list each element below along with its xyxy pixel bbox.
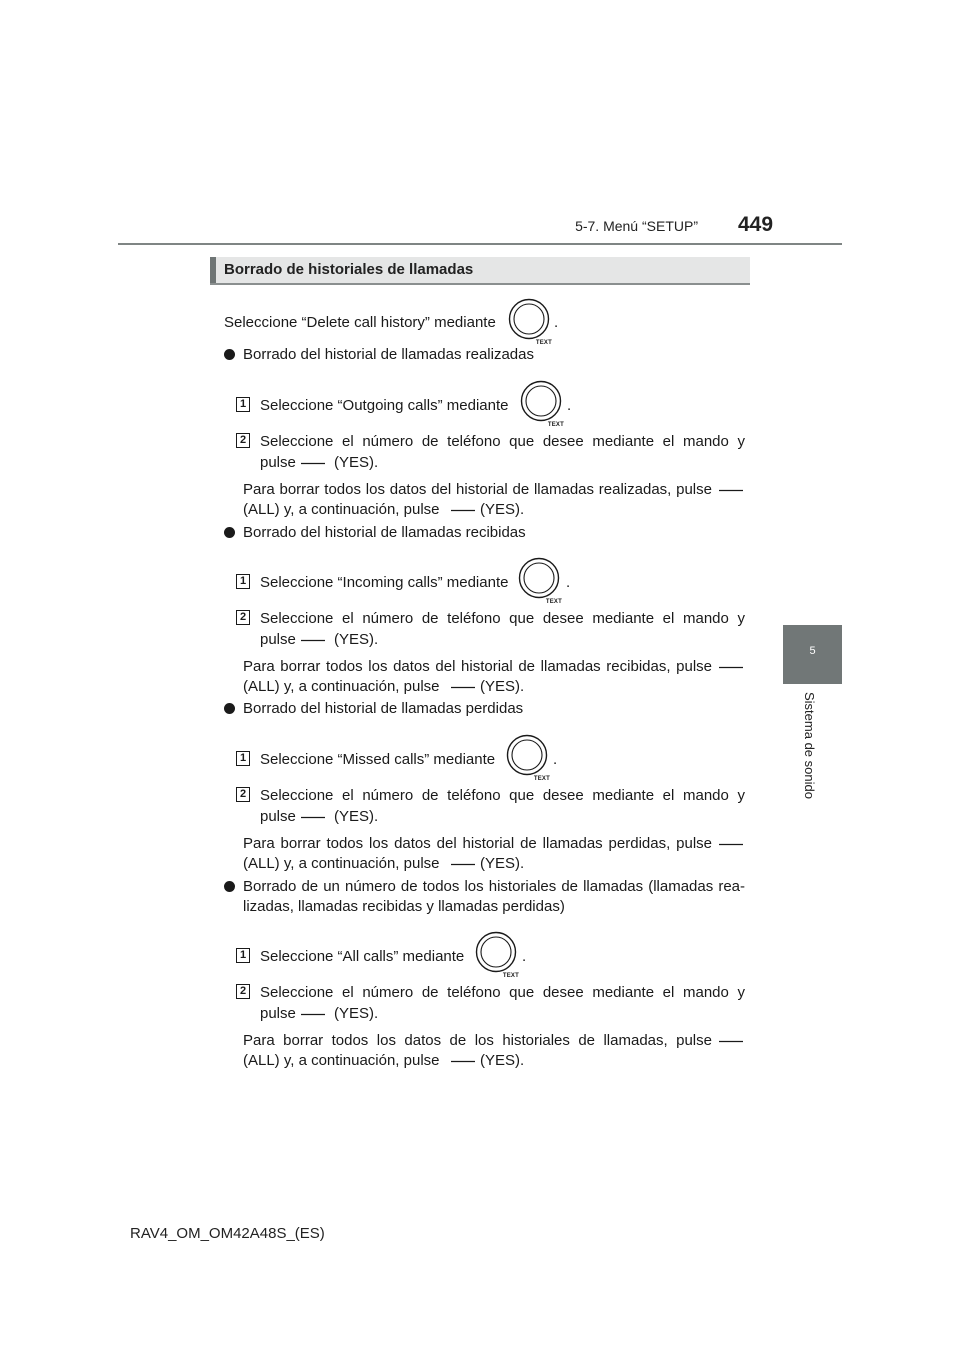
step-text-pulse: pulse [260, 808, 296, 825]
step-text-yes: (YES). [334, 454, 379, 471]
note-text-all: (ALL) y, a continuación, pulse [243, 501, 440, 518]
step-number-badge: 2 [236, 433, 250, 448]
note-text: Para borrar todos los datos del historial de llamadas perdidas, pulse [243, 835, 712, 852]
bullet-icon [224, 527, 235, 538]
section-title-bar [210, 257, 750, 285]
note-text-yes: (YES). [480, 1052, 525, 1069]
screen-button-icon [718, 839, 744, 850]
note-text-yes: (YES). [480, 855, 525, 872]
step-number-badge: 2 [236, 610, 250, 625]
intro-text: Seleccione “Delete call history” mediante [224, 314, 496, 331]
note-text-all: (ALL) y, a continuación, pulse [243, 1052, 440, 1069]
block-title: Borrado del historial de llamadas realizadas [243, 346, 534, 363]
section-title: Borrado de historiales de llamadas [224, 261, 474, 278]
screen-button-icon [300, 1009, 326, 1020]
step-text-pulse: pulse [260, 631, 296, 648]
bullet-icon [224, 703, 235, 714]
screen-button-icon [450, 859, 476, 870]
tune-knob-icon [518, 557, 562, 605]
step-period: . [553, 751, 558, 768]
step-number-badge: 1 [236, 948, 250, 963]
note-text: Para borrar todos los datos de los historiales de llamadas, pulse [243, 1032, 712, 1049]
screen-button-icon [718, 1036, 744, 1047]
step-period: . [567, 397, 572, 414]
step-text-yes: (YES). [334, 808, 379, 825]
step-text: Seleccione “All calls” mediante [260, 948, 465, 965]
screen-button-icon [718, 662, 744, 673]
block-title: Borrado del historial de llamadas recibidas [243, 524, 526, 541]
step-text: Seleccione “Missed calls” mediante [260, 751, 496, 768]
step-text-pulse: pulse [260, 1005, 296, 1022]
note-text-yes: (YES). [480, 501, 525, 518]
note-text: Para borrar todos los datos del historial de llamadas realizadas, pulse [243, 481, 712, 498]
knob-text-label: TEXT [533, 776, 550, 782]
step-text: Seleccione “Incoming calls” mediante [260, 574, 509, 591]
note-text-all: (ALL) y, a continuación, pulse [243, 855, 440, 872]
knob-text-label: TEXT [547, 422, 564, 428]
tune-knob-icon [506, 734, 550, 782]
block-title: Borrado de un número de todos los historiales de llamadas (llamadas rea- [243, 878, 745, 895]
intro-period: . [554, 314, 559, 331]
step-period: . [566, 574, 571, 591]
step-number-badge: 1 [236, 574, 250, 589]
step-text: Seleccione “Outgoing calls” mediante [260, 397, 509, 414]
chapter-tab-number: 5 [809, 645, 816, 657]
footer-document-code: RAV4_OM_OM42A48S_(ES) [130, 1225, 325, 1242]
running-header-section: 5-7. Menú “SETUP” [575, 218, 698, 234]
section-title-accent [210, 257, 216, 283]
screen-button-icon [450, 682, 476, 693]
screen-button-icon [300, 635, 326, 646]
header-rule [118, 243, 842, 245]
knob-text-label: TEXT [535, 340, 552, 346]
screen-button-icon [450, 1056, 476, 1067]
step-number-badge: 1 [236, 751, 250, 766]
step-text: Seleccione el número de teléfono que desee mediante el mando y [260, 610, 745, 627]
step-number-badge: 2 [236, 787, 250, 802]
tune-knob-icon [508, 298, 552, 346]
bullet-icon [224, 349, 235, 360]
screen-button-icon [300, 812, 326, 823]
note-text: Para borrar todos los datos del historial de llamadas recibidas, pulse [243, 658, 712, 675]
bullet-icon [224, 881, 235, 892]
step-text: Seleccione el número de teléfono que desee mediante el mando y [260, 787, 745, 804]
screen-button-icon [450, 505, 476, 516]
step-number-badge: 2 [236, 984, 250, 999]
screen-button-icon [718, 485, 744, 496]
page-number: 449 [738, 213, 774, 236]
chapter-tab [783, 625, 842, 684]
block-title-cont: lizadas, llamadas recibidas y llamadas perdidas) [243, 898, 565, 915]
step-text-yes: (YES). [334, 1005, 379, 1022]
tune-knob-icon [475, 931, 519, 979]
step-text-pulse: pulse [260, 454, 296, 471]
step-text: Seleccione el número de teléfono que desee mediante el mando y [260, 433, 745, 450]
knob-text-label: TEXT [502, 973, 519, 979]
tune-knob-icon [520, 380, 564, 428]
block-title: Borrado del historial de llamadas perdidas [243, 700, 524, 717]
knob-text-label: TEXT [545, 599, 562, 605]
note-text-yes: (YES). [480, 678, 525, 695]
screen-button-icon [300, 458, 326, 469]
step-number-badge: 1 [236, 397, 250, 412]
note-text-all: (ALL) y, a continuación, pulse [243, 678, 440, 695]
step-period: . [522, 948, 527, 965]
step-text: Seleccione el número de teléfono que desee mediante el mando y [260, 984, 745, 1001]
chapter-tab-label: Sistema de sonido [802, 692, 817, 799]
step-text-yes: (YES). [334, 631, 379, 648]
